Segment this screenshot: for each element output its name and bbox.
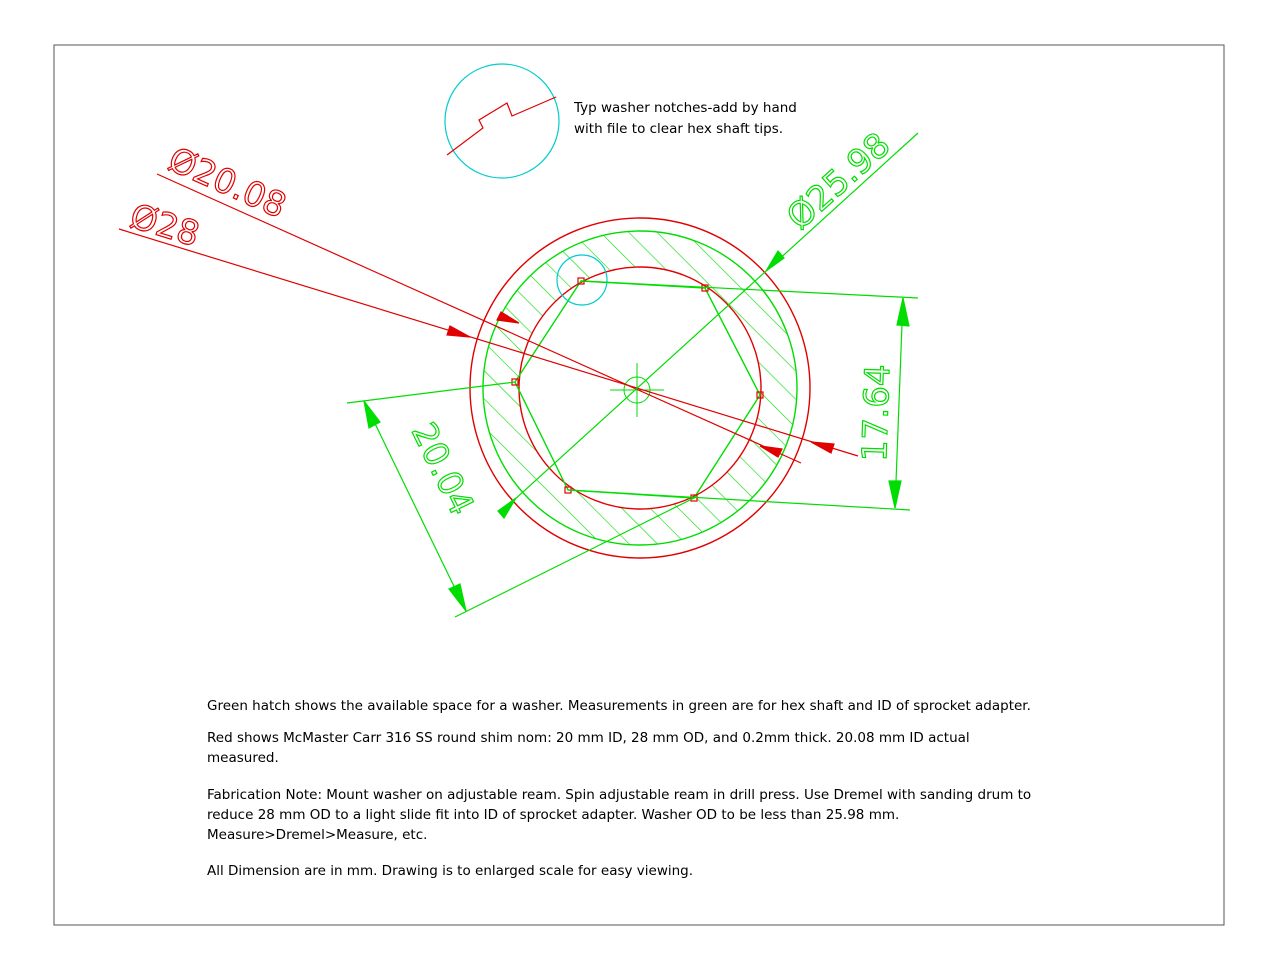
note-3-line-2: reduce 28 mm OD to a light slide fit into ID of sprocket adapter. Washer OD to be less than 25.98 mm. [207, 807, 900, 823]
note-1-line-1: Green hatch shows the available space for a washer. Measurements in green are for hex shaft and ID of sprocket adapter. [207, 698, 1031, 714]
note-2-line-1: Red shows McMaster Carr 316 SS round shim nom: 20 mm ID, 28 mm OD, and 0.2mm thick. 20.08 mm ID actual [207, 730, 970, 746]
dim-d25-98-label: Ø25.98 [779, 124, 899, 238]
detail-circle [445, 64, 559, 178]
dim-d28-label: Ø28 [125, 196, 205, 256]
dim-d20-08 [157, 174, 801, 463]
notes [207, 698, 1031, 879]
note-4-line-1: All Dimension are in mm. Drawing is to enlarged scale for easy viewing. [207, 863, 694, 879]
note-3-line-3: Measure>Dremel>Measure, etc. [207, 827, 428, 843]
dim-d20-08-label: Ø20.08 [162, 139, 292, 227]
callout-text-line-1: Typ washer notches-add by hand [574, 100, 797, 116]
dim-17-64-label: 17.64 [855, 363, 899, 463]
detail-callout [445, 64, 797, 178]
note-3-line-1: Fabrication Note: Mount washer on adjustable ream. Spin adjustable ream in drill press. Use Dremel with sanding drum to [207, 787, 1032, 803]
dim-20-04-label: 20.04 [402, 416, 482, 522]
note-2-line-2: measured. [207, 750, 279, 766]
notch-profile [447, 97, 556, 155]
washer-space-hatch [470, 218, 810, 558]
shim-id-circle [519, 267, 761, 509]
shim-od-circle [470, 218, 810, 558]
callout-text-line-2: with file to clear hex shaft tips. [574, 121, 784, 137]
